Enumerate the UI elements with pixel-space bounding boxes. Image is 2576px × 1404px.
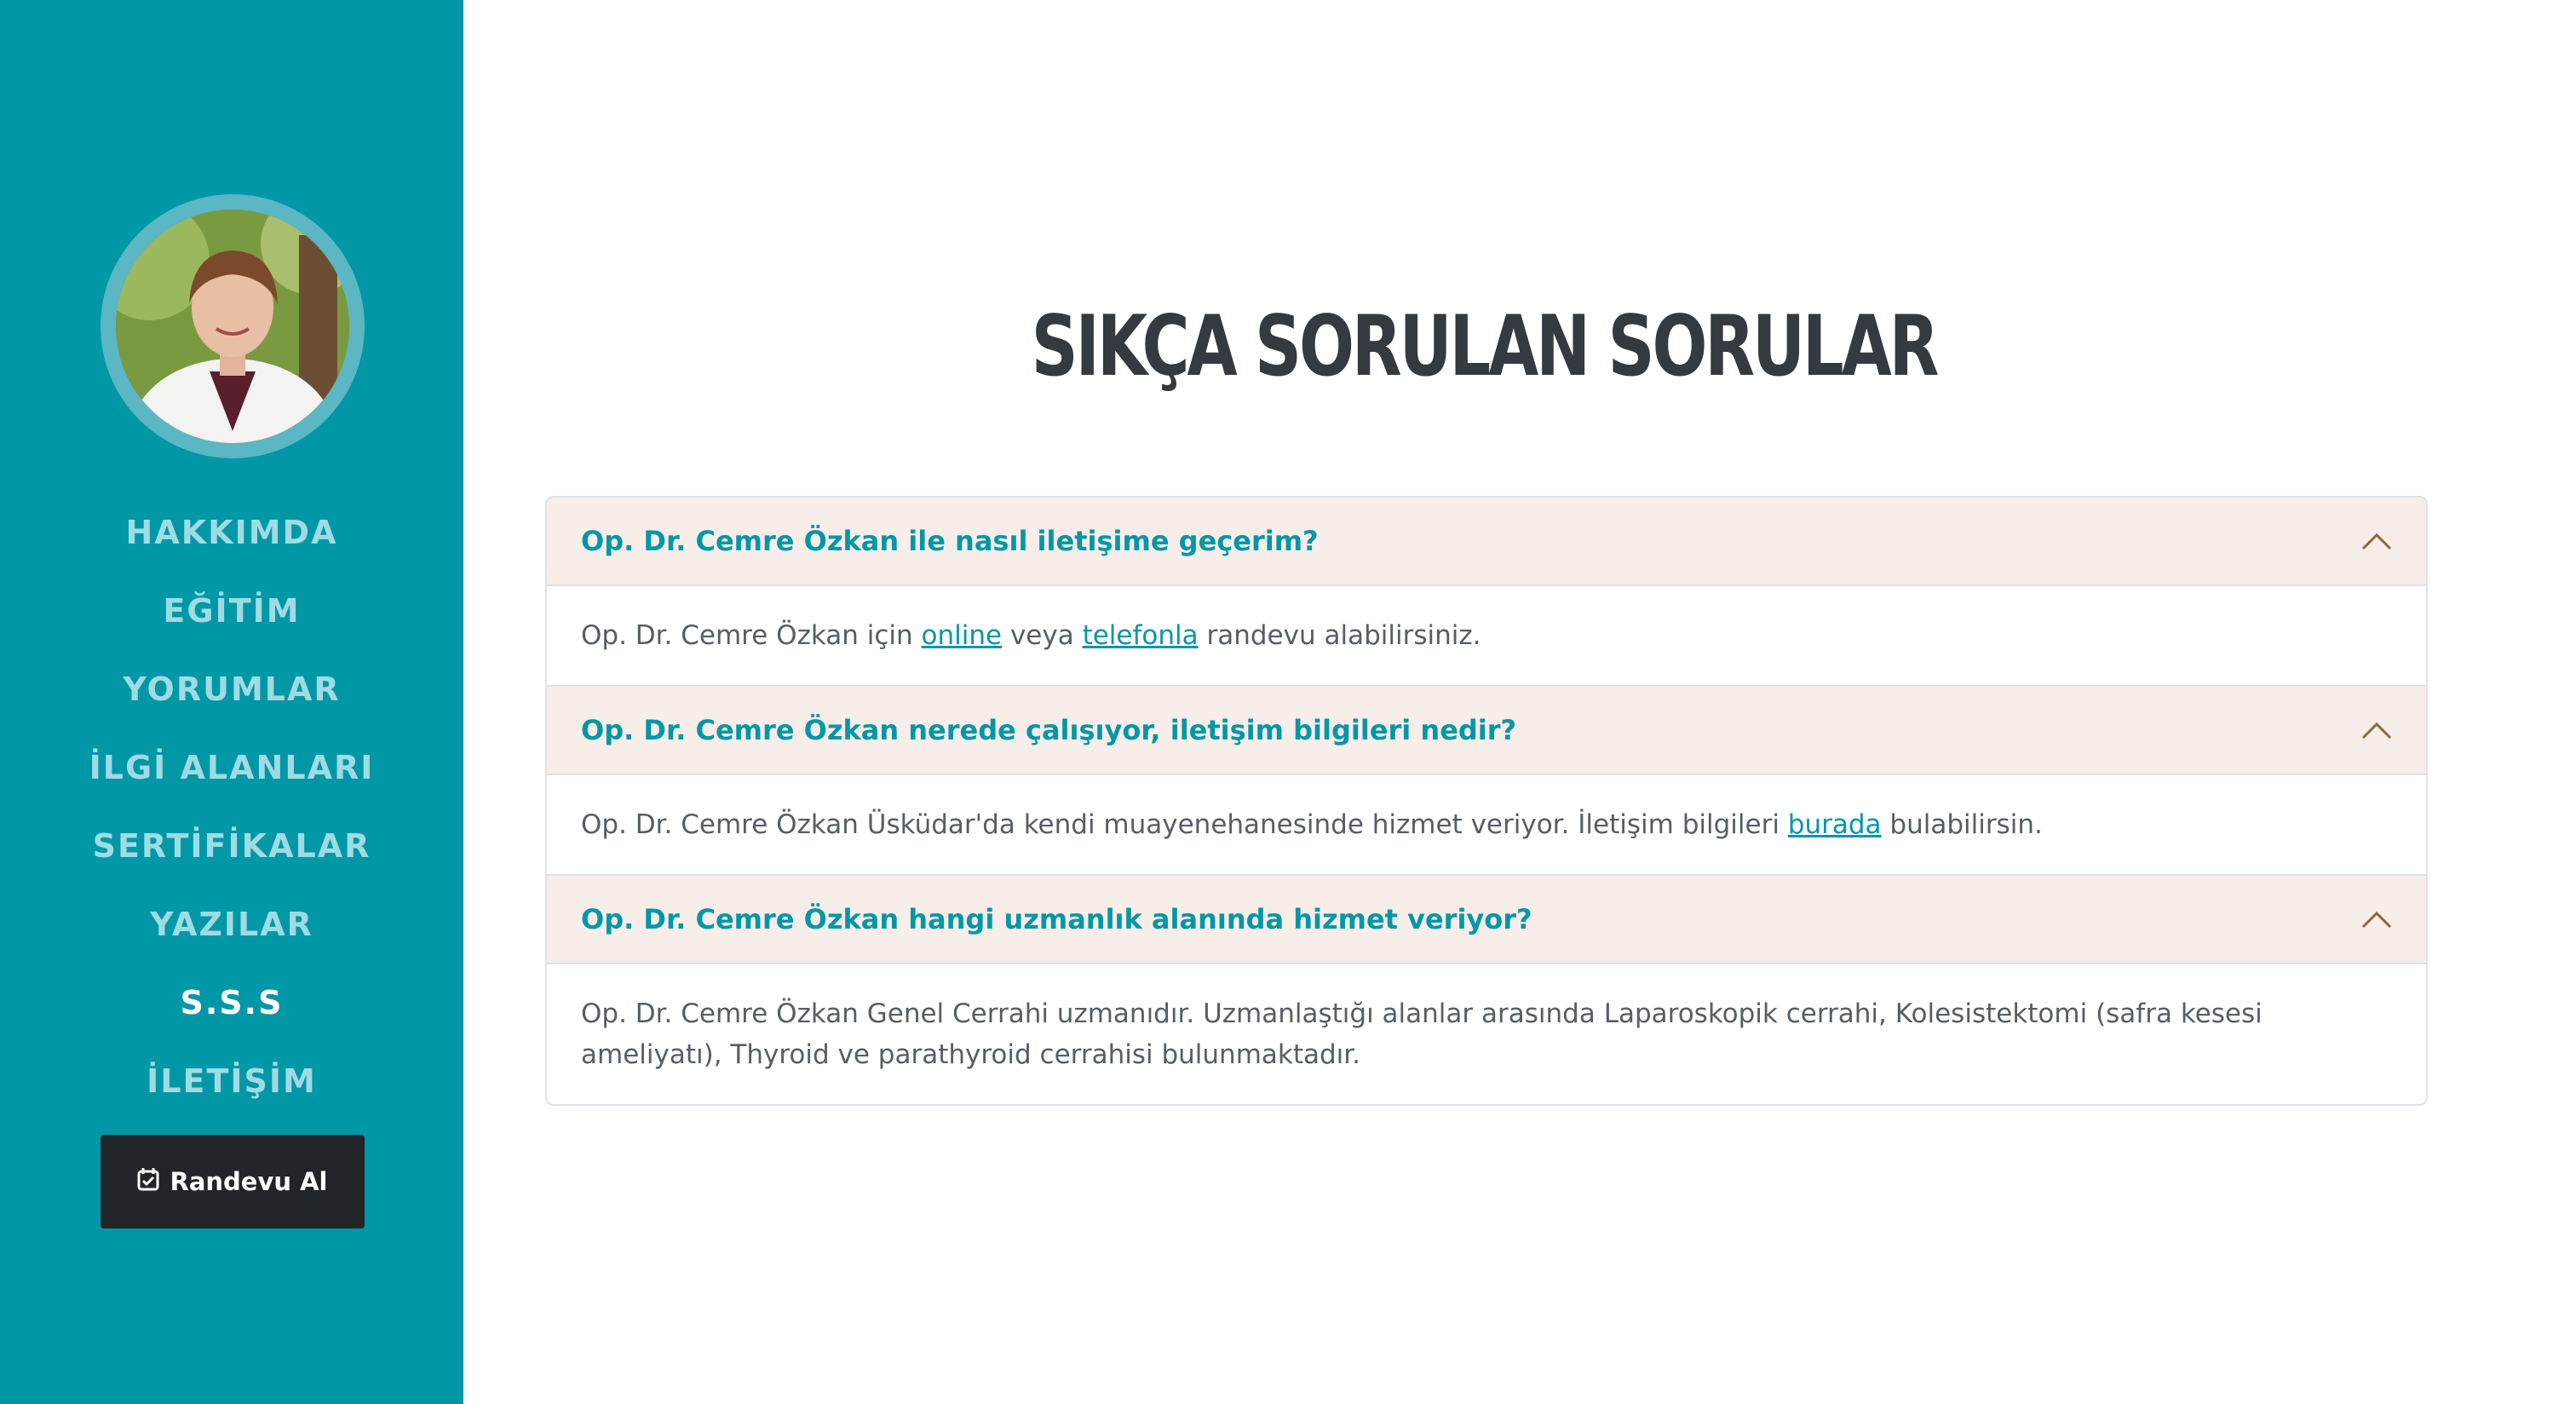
sidebar-nav: [0, 503, 463, 1130]
faq-answer-text: bulabilirsin.: [1881, 809, 2043, 840]
chevron-up-icon: [2361, 721, 2392, 739]
nav-item-yorumlar[interactable]: YORUMLAR: [123, 670, 341, 708]
page-title: SIKÇA SORULAN SORULAR: [1031, 298, 1937, 395]
nav-item-ilgi-alanlari[interactable]: İLGİ ALANLARI: [89, 749, 375, 786]
faq-answer: [547, 775, 2426, 876]
nav-item-egitim[interactable]: EĞİTİM: [163, 592, 301, 630]
faq-answer-text: Op. Dr. Cemre Özkan Genel Cerrahi uzmanıdır. Uzmanlaştığı alanlar arasında Laparoskopik cerrahi, Kolesistektomi (safra kesesi ameliyatı), Thyroid ve parathyroid cerrahisi bulunmaktadır.: [581, 998, 2263, 1070]
faq-answer-text: Op. Dr. Cemre Özkan Üsküdar'da kendi muayenehanesinde hizmet veriyor. İletişim bilgileri: [581, 809, 1788, 840]
sidebar: [0, 0, 463, 1404]
faq-answer-text: veya: [1002, 620, 1083, 651]
nav-item-yazilar[interactable]: YAZILAR: [150, 906, 313, 943]
faq-question: Op. Dr. Cemre Özkan ile nasıl iletişime geçerim?: [581, 525, 1319, 557]
avatar: [116, 210, 349, 443]
nav-item-hakkimda[interactable]: HAKKIMDA: [125, 514, 338, 551]
appointment-button-label: Randevu Al: [170, 1167, 328, 1196]
faq-accordion: [545, 496, 2428, 1106]
faq-item: [547, 498, 2426, 687]
nav-item-sss[interactable]: S.S.S: [180, 984, 284, 1021]
chevron-up-icon: [2361, 910, 2392, 929]
faq-item: [547, 876, 2426, 1104]
burada-link[interactable]: burada: [1787, 809, 1882, 840]
faq-item: [547, 687, 2426, 876]
faq-question: Op. Dr. Cemre Özkan hangi uzmanlık alanında hizmet veriyor?: [581, 903, 1532, 935]
faq-question: Op. Dr. Cemre Özkan nerede çalışıyor, iletişim bilgileri nedir?: [581, 714, 1517, 746]
profile-photo-ring: [101, 194, 365, 458]
nav-item-iletisim[interactable]: İLETİŞİM: [147, 1062, 317, 1100]
faq-answer-text: Op. Dr. Cemre Özkan için: [581, 620, 922, 651]
online-link[interactable]: online: [921, 620, 1003, 651]
faq-answer: [547, 964, 2426, 1104]
telefonla-link[interactable]: telefonla: [1082, 620, 1199, 651]
chevron-up-icon: [2361, 532, 2392, 550]
faq-question-toggle[interactable]: [547, 687, 2426, 775]
faq-question-toggle[interactable]: [547, 876, 2426, 964]
appointment-button[interactable]: [101, 1135, 365, 1228]
main-content: [463, 0, 2576, 1404]
nav-item-sertifikalar[interactable]: SERTİFİKALAR: [92, 827, 371, 865]
faq-answer-text: randevu alabilirsiniz.: [1198, 620, 1481, 651]
faq-answer: [547, 586, 2426, 687]
faq-question-toggle[interactable]: [547, 498, 2426, 586]
calendar-check-icon: [137, 1167, 159, 1197]
